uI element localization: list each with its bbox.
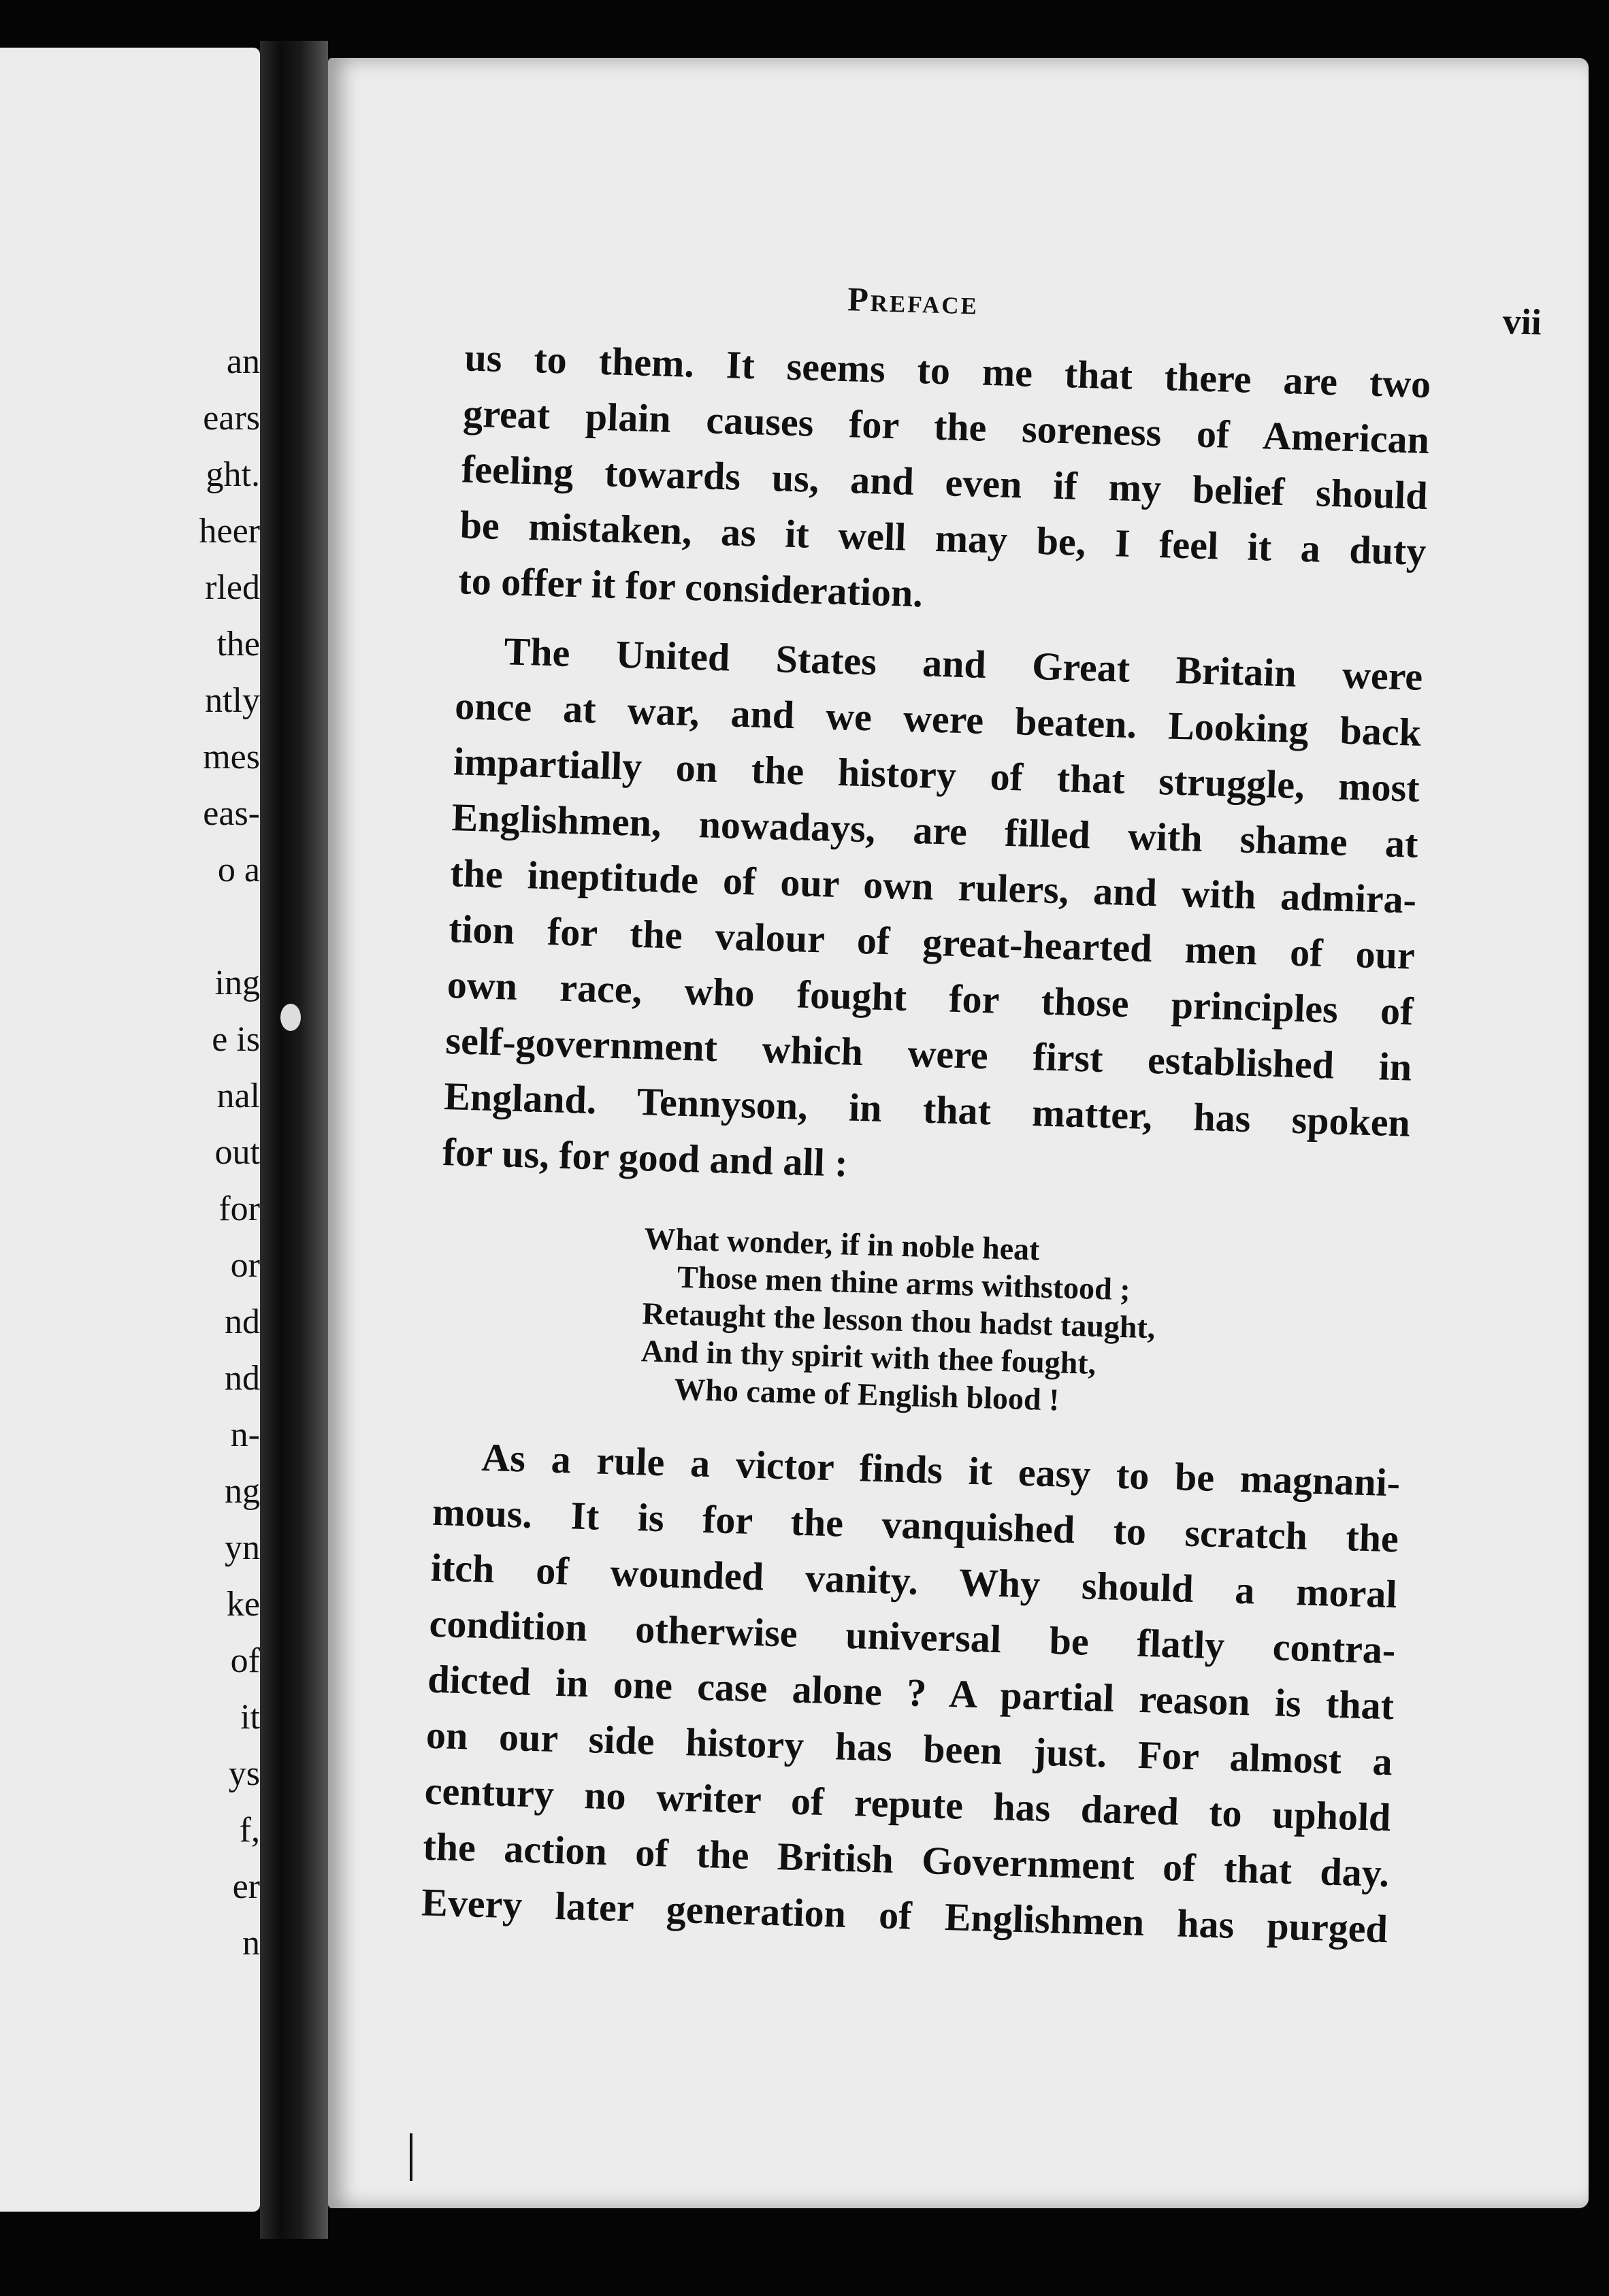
verse-line: And in thy spirit with thee fought, [640,1333,1096,1381]
text-line: dicted in one case alone ? A partial reason is that [427,1656,1395,1728]
left-fragment [184,898,260,955]
left-fragment: o a [217,851,260,889]
left-fragment: ng [225,1472,260,1511]
text-line: great plain causes for the soreness of American [462,391,1430,463]
left-fragment: nd [225,1359,260,1398]
left-fragment: or [230,1246,260,1285]
left-fragment: for [218,1190,260,1228]
left-fragment: out [214,1133,260,1172]
right-page [328,58,1589,2208]
scan-mark [410,2133,412,2181]
text-line: tion for the valour of great-hearted men of our [448,906,1416,978]
left-fragment: er [232,1867,260,1906]
body-text [421,329,1431,1957]
left-page-text-fragments [0,333,260,1971]
text-line: As a rule a victor finds it easy to be magnani- [481,1434,1401,1505]
text-line: Every later generation of Englishmen has purged [421,1880,1388,1952]
verse-line: Who came of English blood ! [673,1371,1060,1417]
text-line: The United States and Great Britain were [503,629,1424,699]
text-line: the ineptitude of our own rulers, and with admira- [449,851,1417,922]
text-line: itch of wounded vanity. Why should a moral [430,1545,1398,1617]
left-fragment: rled [205,568,260,607]
page-number: vii [1501,301,1542,343]
text-line: own race, who fought for those principles of [446,962,1414,1034]
text-line: on our side history has been just. For almost a [425,1712,1393,1784]
left-fragment: an [226,342,260,381]
left-fragment: f, [239,1811,260,1850]
left-page [0,48,260,2212]
left-fragment: ears [203,399,260,438]
verse-line: What wonder, if in noble heat [643,1221,1041,1267]
text-line: feeling towards us, and even if my belief should [461,446,1429,518]
left-fragment: ght. [206,455,260,494]
left-fragment: yn [225,1528,260,1567]
text-line: us to them. It seems to me that there are two [464,335,1432,407]
text-line: England. Tennyson, in that matter, has spoken [443,1074,1411,1145]
verse-quotation [640,1219,1407,1428]
left-fragment: ys [228,1754,260,1793]
text-line: self-government which were first established in [444,1018,1413,1089]
left-fragment: nd [225,1302,260,1341]
paragraph-3 [421,1428,1401,1957]
left-fragment: e is [212,1020,260,1059]
text-line: mous. It is for the vanquished to scratch the [432,1489,1399,1561]
text-line: for us, for good and all : [442,1129,849,1185]
left-fragment: n [242,1924,260,1963]
left-fragment: it [240,1698,260,1737]
text-line: condition otherwise universal be flatly contra- [428,1601,1397,1673]
text-line: century no writer of repute has dared to uphold [423,1768,1392,1840]
scan-mark [280,1004,301,1031]
left-fragment: nal [216,1077,260,1115]
text-line: the action of the British Government of that day. [422,1824,1390,1896]
left-fragment: heer [199,512,260,551]
paragraph-1 [457,329,1431,635]
text-line: to offer it for consideration. [457,558,924,616]
verse-line: Retaught the lesson thou hadst taught, [641,1296,1156,1345]
text-line: once at war, and we were beaten. Looking back [454,683,1422,755]
left-fragment: ntly [205,681,260,720]
paragraph-2 [442,622,1423,1207]
left-fragment: ing [214,964,260,1002]
page-content [292,41,1609,2225]
text-line: be mistaken, as it well may be, I feel it a duty [459,502,1427,574]
text-line: Englishmen, nowadays, are filled with shame at [451,795,1419,866]
running-head-title: Preface [847,280,979,322]
left-fragment: mes [203,738,260,776]
left-fragment: of [230,1641,260,1680]
left-fragment: ke [226,1585,260,1624]
left-fragment: n- [230,1415,260,1454]
left-fragment: eas- [203,794,260,833]
verse-line: Those men thine arms withstood ; [677,1259,1131,1307]
left-fragment: the [216,625,260,663]
text-line: impartially on the history of that struggle, most [453,739,1420,810]
